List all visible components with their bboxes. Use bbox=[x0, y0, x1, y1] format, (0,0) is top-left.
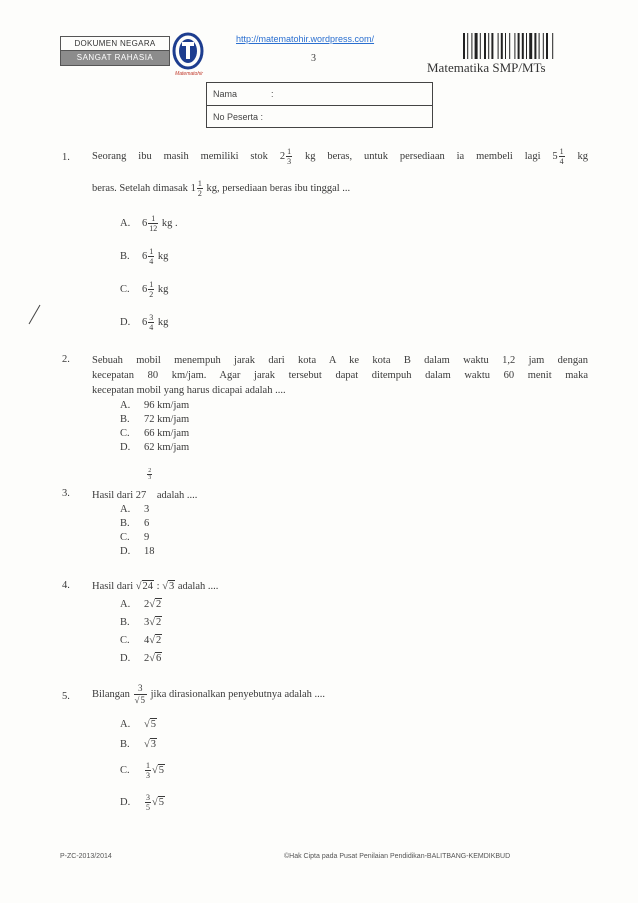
q4-option-c-coef: 4 bbox=[144, 635, 150, 646]
q3-exponent-den: 3 bbox=[148, 475, 152, 481]
q1-option-b-fraction bbox=[148, 247, 154, 266]
q5-option-c-den: 3 bbox=[146, 771, 150, 781]
q1-text-part5: kg, persediaan beras ibu tinggal ... bbox=[206, 183, 351, 194]
q4-sqrt-3-radicand: 3 bbox=[168, 581, 175, 592]
q4-option-b-coef: 3 bbox=[144, 617, 150, 628]
q4-option-a-letter: A. bbox=[120, 599, 131, 610]
subject-title: Matematika SMP/MTs bbox=[427, 60, 546, 75]
q4-option-c-letter: C. bbox=[120, 635, 130, 646]
q5-fraction bbox=[134, 683, 147, 706]
q3-text-pre: Hasil dari 27 bbox=[92, 490, 147, 501]
logo-caption: Matematohir bbox=[175, 71, 203, 77]
q4-option-b-sqrt: √2 bbox=[149, 617, 162, 628]
q1-option-b-unit: kg bbox=[157, 251, 169, 262]
q1-option-d-num: 3 bbox=[149, 313, 154, 323]
q1-mixed3-num: 1 bbox=[197, 179, 202, 189]
q1-option-a-fraction bbox=[148, 214, 158, 233]
q4-option-b[interactable] bbox=[120, 616, 162, 630]
q1-stem-line1 bbox=[92, 143, 588, 171]
q4-option-d-letter: D. bbox=[120, 653, 131, 664]
barcode-icon bbox=[463, 33, 583, 59]
q3-option-a-text: 3 bbox=[144, 504, 150, 515]
q1-option-c-fraction bbox=[148, 280, 154, 299]
q2-line1: Sebuah mobil menempuh jarak dari kota A ke kota B dalam waktu 1,2 jam dengan bbox=[92, 355, 588, 366]
q1-number: 1. bbox=[62, 152, 70, 163]
q5-fraction-den-radicand: 5 bbox=[140, 695, 145, 706]
q5-option-c-sqrt: √5 bbox=[152, 765, 165, 776]
q2-option-a-text: 96 km/jam bbox=[144, 400, 190, 411]
q1-text-part4: beras. Setelah dimasak bbox=[92, 183, 188, 194]
q3-text-post: adalah .... bbox=[156, 490, 198, 501]
q1-option-d-unit: kg bbox=[157, 317, 169, 328]
q4-option-c-radicand: 2 bbox=[156, 635, 162, 646]
q1-option-b-num: 1 bbox=[149, 247, 154, 257]
q1-option-d[interactable] bbox=[120, 309, 240, 337]
q1-mixed3-fraction bbox=[197, 179, 203, 198]
q1-mixed2-num: 1 bbox=[559, 147, 564, 157]
q5-fraction-den: √5 bbox=[134, 695, 145, 706]
q2-option-c-text: 66 km/jam bbox=[144, 428, 190, 439]
q4-sqrt-3: √3 bbox=[162, 581, 175, 592]
document-label: DOKUMEN NEGARA bbox=[60, 36, 170, 52]
q3-option-a-letter: A. bbox=[120, 504, 131, 515]
q1-option-b-den: 4 bbox=[149, 257, 154, 267]
q2-line2: kecepatan 80 km/jam. Agar jarak tersebut dapat ditempuh dalam waktu 60 menit maka bbox=[92, 370, 588, 381]
q2-option-b[interactable] bbox=[120, 413, 189, 427]
name-colon: : bbox=[271, 89, 274, 99]
q3-option-a[interactable] bbox=[120, 503, 149, 517]
q2-option-d-letter: D. bbox=[120, 442, 131, 453]
q5-option-d-radicand: 5 bbox=[158, 797, 165, 808]
q1-option-c-den: 2 bbox=[149, 290, 154, 300]
q5-number: 5. bbox=[62, 691, 70, 702]
q1-option-c-letter: C. bbox=[120, 284, 130, 295]
q5-option-d-fraction bbox=[145, 793, 151, 812]
q4-stem bbox=[92, 580, 218, 594]
q2-option-d[interactable] bbox=[120, 441, 189, 455]
q2-option-c[interactable] bbox=[120, 427, 189, 441]
q5-option-c-fraction bbox=[145, 761, 151, 780]
q4-option-c-sqrt: √2 bbox=[149, 635, 162, 646]
q1-option-a[interactable] bbox=[120, 210, 240, 238]
q1-option-a-letter: A. bbox=[120, 218, 131, 229]
q1-option-d-letter: D. bbox=[120, 317, 131, 328]
q1-option-a-unit: kg . bbox=[161, 218, 178, 229]
q1-option-b-letter: B. bbox=[120, 251, 130, 262]
q5-option-c-letter: C. bbox=[120, 765, 130, 776]
q4-sqrt-24-radicand: 24 bbox=[142, 581, 154, 592]
q4-option-d[interactable] bbox=[120, 652, 162, 666]
q5-fraction-num: 3 bbox=[134, 683, 147, 695]
q4-number: 4. bbox=[62, 580, 70, 591]
q2-option-d-text: 62 km/jam bbox=[144, 442, 190, 453]
q3-exponent bbox=[146, 468, 154, 498]
q4-option-d-sqrt: √6 bbox=[149, 653, 162, 664]
q5-option-c-radicand: 5 bbox=[158, 765, 165, 776]
q3-option-b-text: 6 bbox=[144, 518, 150, 529]
q3-number: 3. bbox=[62, 488, 70, 499]
q5-option-c[interactable] bbox=[120, 756, 165, 786]
q5-option-a[interactable] bbox=[120, 718, 157, 732]
q1-option-b[interactable] bbox=[120, 243, 240, 271]
q1-mixed2-fraction bbox=[559, 147, 565, 166]
q1-mixed3-den: 2 bbox=[197, 189, 202, 199]
q4-option-c[interactable] bbox=[120, 634, 162, 648]
q2-line3: kecepatan mobil yang harus dicapai adalah .... bbox=[92, 385, 286, 396]
q1-stem-line2 bbox=[92, 175, 350, 203]
q1-mixed1-fraction bbox=[286, 147, 292, 166]
q2-option-a[interactable] bbox=[120, 399, 189, 413]
q5-option-b[interactable] bbox=[120, 738, 157, 752]
footer-copyright: ©Hak Cipta pada Pusat Penilaian Pendidikan-BALITBANG-KEMDIKBUD bbox=[284, 853, 511, 860]
name-row[interactable] bbox=[207, 83, 432, 105]
q1-mixed2-den: 4 bbox=[559, 157, 564, 167]
q2-option-a-letter: A. bbox=[120, 400, 131, 411]
q5-option-b-radicand: 3 bbox=[150, 739, 157, 750]
q5-text-post: jika dirasionalkan penyebutnya adalah .... bbox=[150, 689, 325, 700]
source-url[interactable]: http://matematohir.wordpress.com/ bbox=[236, 34, 375, 44]
q4-option-d-radicand: 6 bbox=[156, 653, 162, 664]
q1-option-a-den: 12 bbox=[149, 224, 158, 234]
q1-mixed1-whole: 2 bbox=[279, 151, 286, 162]
q1-mixed2-whole: 5 bbox=[552, 151, 558, 162]
page-number: 3 bbox=[311, 53, 316, 64]
q3-option-b-letter: B. bbox=[120, 518, 130, 529]
q4-option-b-radicand: 2 bbox=[156, 617, 162, 628]
q3-exponent-num: 2 bbox=[148, 468, 152, 474]
q5-option-d-den: 5 bbox=[146, 803, 150, 813]
q1-mixed1-num: 1 bbox=[287, 147, 292, 157]
q1-option-b-whole: 6 bbox=[142, 251, 148, 262]
q1-option-c-unit: kg bbox=[157, 284, 169, 295]
q3-option-c-text: 9 bbox=[144, 532, 150, 543]
q4-option-a-radicand: 2 bbox=[156, 599, 162, 610]
q3-option-c-letter: C. bbox=[120, 532, 130, 543]
secret-label: SANGAT RAHASIA bbox=[60, 50, 170, 66]
q1-mixed1-den: 3 bbox=[287, 157, 292, 167]
participant-row[interactable] bbox=[207, 105, 432, 128]
q1-option-d-den: 4 bbox=[149, 323, 154, 333]
q5-option-c-num: 1 bbox=[146, 761, 150, 771]
q4-separator: : bbox=[156, 581, 160, 592]
q3-option-d[interactable] bbox=[120, 545, 155, 559]
q4-option-a-sqrt: √2 bbox=[149, 599, 162, 610]
q4-option-d-coef: 2 bbox=[144, 653, 150, 664]
q1-option-c-num: 1 bbox=[149, 280, 154, 290]
q5-option-d-sqrt: √5 bbox=[152, 797, 165, 808]
q1-text-part1: Seorang ibu masih memiliki stok bbox=[92, 151, 268, 162]
q2-option-b-text: 72 km/jam bbox=[144, 414, 190, 425]
publisher-logo bbox=[170, 31, 208, 77]
q4-sqrt-24: √24 bbox=[135, 581, 154, 592]
q2-option-c-letter: C. bbox=[120, 428, 130, 439]
name-label: Nama bbox=[213, 89, 238, 99]
q5-stem bbox=[92, 680, 325, 710]
q1-mixed3-whole: 1 bbox=[190, 183, 196, 194]
q4-option-a[interactable] bbox=[120, 598, 162, 612]
q3-option-b[interactable] bbox=[120, 517, 149, 531]
q1-option-c[interactable] bbox=[120, 276, 240, 304]
q2-number: 2. bbox=[62, 354, 70, 365]
q1-text-part2: kg beras, untuk persediaan ia membeli lagi bbox=[304, 151, 541, 162]
participant-label: No Peserta : bbox=[213, 112, 264, 122]
q5-option-a-radicand: 5 bbox=[150, 719, 157, 730]
q4-option-a-coef: 2 bbox=[144, 599, 150, 610]
q5-option-d[interactable] bbox=[120, 788, 165, 818]
q1-option-a-whole: 6 bbox=[142, 218, 148, 229]
q1-option-a-num: 1 bbox=[148, 214, 158, 224]
q5-option-b-sqrt: √3 bbox=[144, 739, 157, 750]
q3-option-d-text: 18 bbox=[144, 546, 155, 557]
q1-text-part3: kg bbox=[577, 151, 589, 162]
q3-option-c[interactable] bbox=[120, 531, 149, 545]
q5-text-pre: Bilangan bbox=[92, 689, 130, 700]
q3-option-d-letter: D. bbox=[120, 546, 131, 557]
footer-code: P-ZC-2013/2014 bbox=[60, 853, 112, 860]
q4-text-post: adalah .... bbox=[177, 581, 219, 592]
q3-stem bbox=[92, 468, 198, 503]
q5-option-b-letter: B. bbox=[120, 739, 130, 750]
q5-option-a-letter: A. bbox=[120, 719, 131, 730]
q5-option-d-letter: D. bbox=[120, 797, 131, 808]
q5-option-d-num: 3 bbox=[146, 793, 150, 803]
q4-text-pre: Hasil dari bbox=[92, 581, 134, 592]
q4-option-b-letter: B. bbox=[120, 617, 130, 628]
q1-option-d-fraction bbox=[148, 313, 154, 332]
q2-option-b-letter: B. bbox=[120, 414, 130, 425]
identity-box bbox=[206, 82, 433, 128]
q5-option-a-sqrt: √5 bbox=[144, 719, 157, 730]
q1-option-d-whole: 6 bbox=[142, 317, 148, 328]
q1-option-c-whole: 6 bbox=[142, 284, 148, 295]
handwritten-mark-icon bbox=[26, 303, 42, 327]
